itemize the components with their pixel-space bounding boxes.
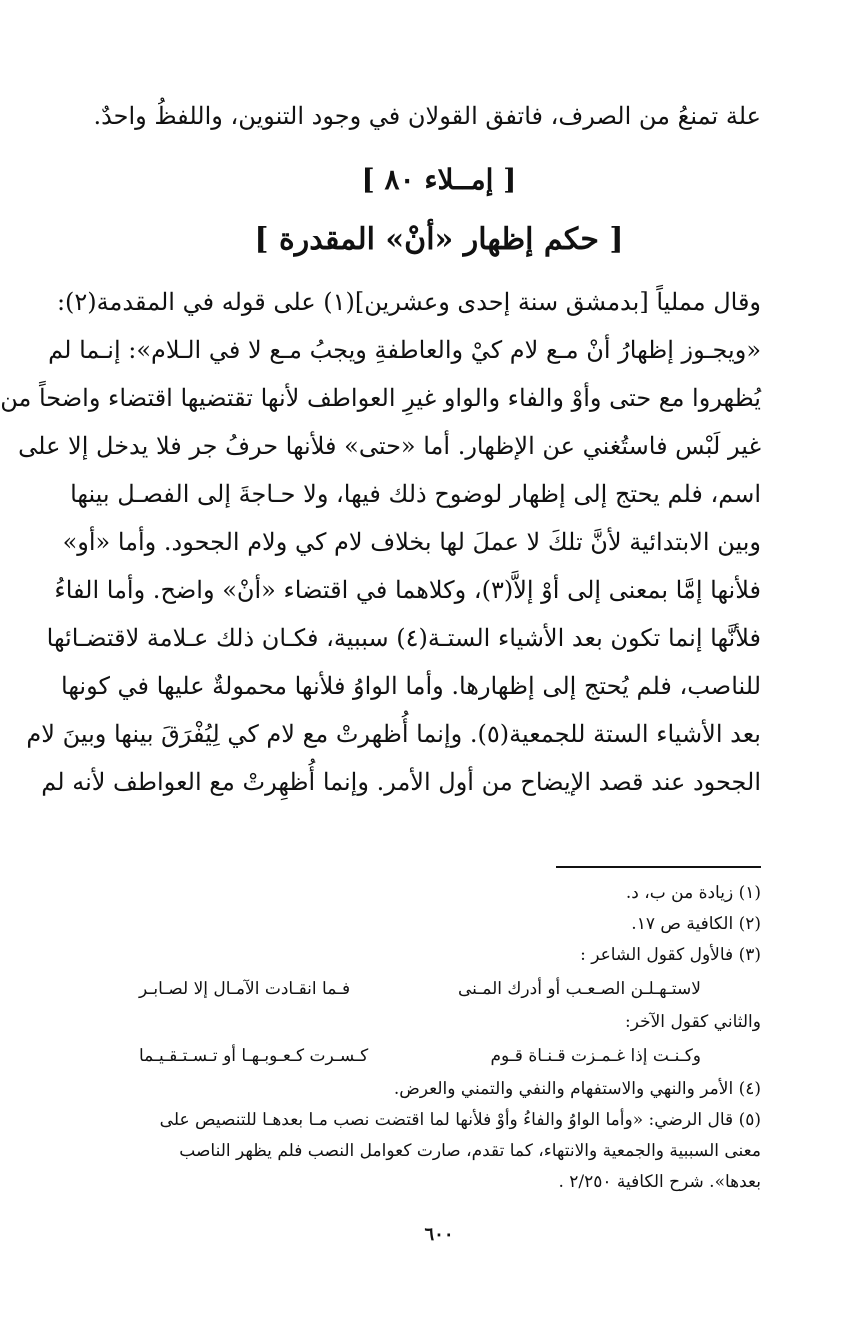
footnote-1: (١) زيادة من ب، د. xyxy=(625,883,761,903)
body-line: وبين الابتدائية لأنَّ تلكَ لا عملَ لها بخلاف لام كي ولام الجحود. وأما «أو» xyxy=(62,528,761,556)
body-line: غير لَبْس فاستُغني عن الإظهار. أما «حتى» فلأنها حرفُ جر فلا يدخل إلا على xyxy=(18,432,761,460)
body-line: وقال مملياً [بدمشق سنة إحدى وعشرين](١) على قوله في المقدمة(٢): xyxy=(56,288,761,316)
verse-1-first-hemistich: لاستـهـلـن الصـعـب أو أدرك المـنى xyxy=(458,979,701,999)
footnotes xyxy=(117,878,761,1198)
body-line: فلأنها إمَّا بمعنى إلى أوْ إلاَّ(٣)، وكلاهما في اقتضاء «أنْ» واضح. وأما الفاءُ xyxy=(54,576,761,604)
continuation-line: علة تمنعُ من الصرف، فاتفق القولان في وجود التنوين، واللفظُ واحدٌ. xyxy=(93,102,761,130)
footnote-3: (٣) فالأول كقول الشاعر : xyxy=(580,945,761,965)
footnote-4: (٤) الأمر والنهي والاستفهام والنفي والتمني والعرض. xyxy=(393,1079,761,1099)
verse-2-first-hemistich: وكـنـت إذا غـمـزت قـنـاة قـوم xyxy=(490,1046,701,1066)
verse-2 xyxy=(117,1038,761,1074)
body-line: للناصب، فلم يُحتج إلى إظهارها. وأما الواوُ فلأنها محمولةٌ عليها في كونها xyxy=(61,672,761,700)
main-text xyxy=(0,278,761,806)
body-line: يُظهروا مع حتى وأوْ والفاء والواو غيرِ العواطف لأنها تقتضيها اقتضاء واضحاً من xyxy=(0,384,761,412)
body-line: فلأنَّها إنما تكون بعد الأشياء الستـة(٤) سببية، فكـان ذلك عـلامة لاقتضـائها xyxy=(46,624,761,652)
footnote-5: (٥) قال الرضي: «وأما الواوُ والفاءُ وأوْ فلأنها لما اقتضت نصب مـا بعدهـا للتنصيص على xyxy=(159,1110,761,1130)
verse-1-second-hemistich: فـما انقـادت الآمـال إلا لصـابـر xyxy=(139,979,351,999)
footnote-separator xyxy=(556,866,761,868)
body-line: اسم، فلم يحتج إلى إظهار لوضوح ذلك فيها، ولا حـاجةَ إلى الفصـل بينها xyxy=(70,480,761,508)
section-title: [ حكم إظهار «أنْ» المقدرة ] xyxy=(254,222,624,257)
page-number: ٦٠٠ xyxy=(424,1224,454,1245)
verse-1 xyxy=(117,971,761,1007)
footnote-2: (٢) الكافية ص ١٧. xyxy=(631,914,761,934)
body-line: الجحود عند قصد الإيضاح من أول الأمر. وإنما أُظهِرتْ مع العواطف لأنه لم xyxy=(41,768,761,796)
footnote-3-continuation: والثاني كقول الآخر: xyxy=(625,1012,761,1032)
verse-2-second-hemistich: كـسـرت كـعـوبـهـا أو تـسـتـقـيـما xyxy=(139,1046,369,1066)
body-line: «ويجـوز إظهارُ أنْ مـع لام كيْ والعاطفةِ ويجبُ مـع لا في الـلام»: إنـما لم xyxy=(48,336,761,364)
footnote-5-continuation: بعدها». شرح الكافية ٢/٢٥٠ . xyxy=(558,1172,761,1192)
dictation-heading: [ إمــلاء ٨٠ ] xyxy=(361,163,517,196)
footnote-5-continuation: معنى السببية والجمعية والانتهاء، كما تقدم، صارت كعوامل النصب فلم يظهر الناصب xyxy=(179,1141,761,1161)
body-line: بعد الأشياء الستة للجمعية(٥). وإنما أُظهرتْ مع لام كي لِيُفْرَقَ بينها وبينَ لام xyxy=(26,720,761,748)
